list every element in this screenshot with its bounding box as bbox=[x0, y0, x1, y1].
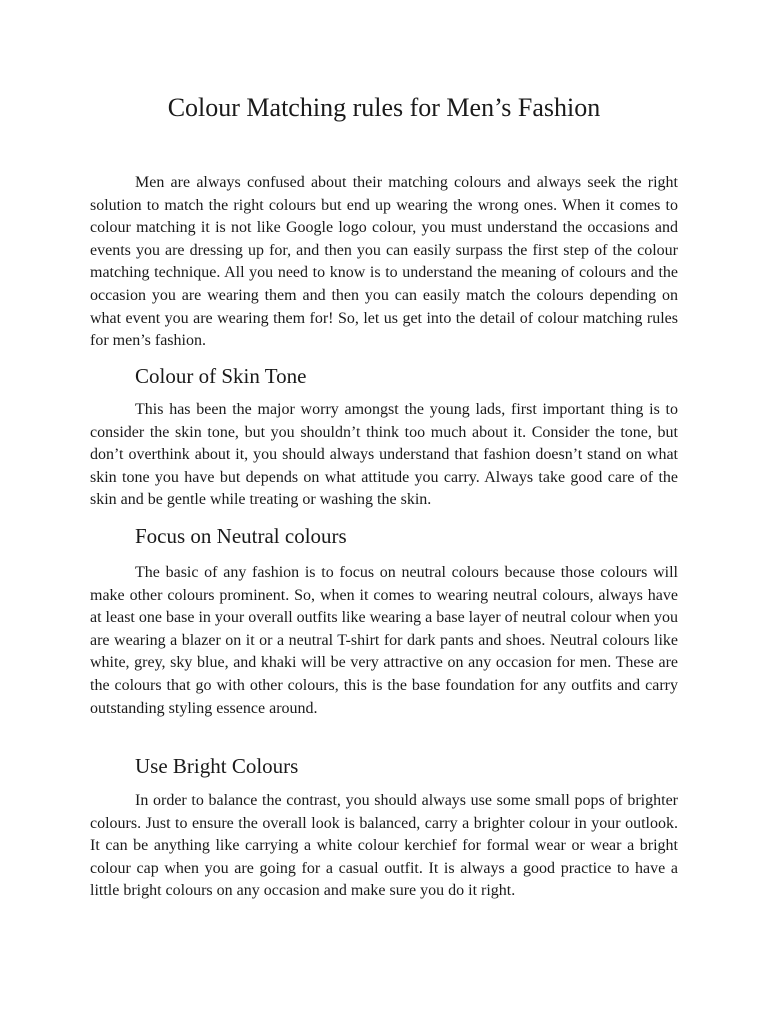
section-body-bright-colours: In order to balance the contrast, you should always use some small pops of brighter colours. Just to ensure the overall look is balanced, carry a brighter colour in your outlook. It can be anything like carrying a white colour kerchief for formal wear or wear a bright colour cap when you are going for a casual outfit. It is always a good practice to have a little bright colours on any occasion and make sure you do it right. bbox=[90, 792, 678, 900]
section-heading-bright-colours: Use Bright Colours bbox=[135, 754, 299, 778]
section-heading-neutral-colours: Focus on Neutral colours bbox=[135, 524, 347, 548]
section-body-neutral-colours: The basic of any fashion is to focus on neutral colours because those colours will make other colours prominent. So, when it comes to wearing neutral colours, always have at least one base in your overall outfits like wearing a base layer of neutral colour when you are wearing a blazer on it or a neutral T-shirt for dark pants and shoes. Neutral colours like white, grey, sky blue, and khaki will be very attractive on any occasion for men. These are the colours that go with other colours, this is the base foundation for any outfits and carry outstanding styling essence around. bbox=[90, 564, 678, 717]
intro-paragraph: Men are always confused about their matching colours and always seek the right solution to match the right colours but end up wearing the wrong ones. When it comes to colour matching it is not like Google logo colour, you must understand the occasions and events you are dressing up for, and then you can easily surpass the first step of the colour matching technique. All you need to know is to understand the meaning of colours and the occasion you are wearing them and then you can easily match the colours depending on what event you are wearing them for! So, let us get into the detail of colour matching rules for men’s fashion. bbox=[90, 174, 678, 350]
section-body-skin-tone: This has been the major worry amongst the young lads, first important thing is to consider the skin tone, but you shouldn’t think too much about it. Consider the tone, but don’t overthink about it, you should always understand that fashion doesn’t stand on what skin tone you have but depends on what attitude you carry. Always take good care of the skin and be gentle while treating or washing the skin. bbox=[90, 401, 678, 509]
document-title: Colour Matching rules for Men’s Fashion bbox=[167, 93, 601, 122]
section-heading-skin-tone: Colour of Skin Tone bbox=[135, 364, 307, 388]
